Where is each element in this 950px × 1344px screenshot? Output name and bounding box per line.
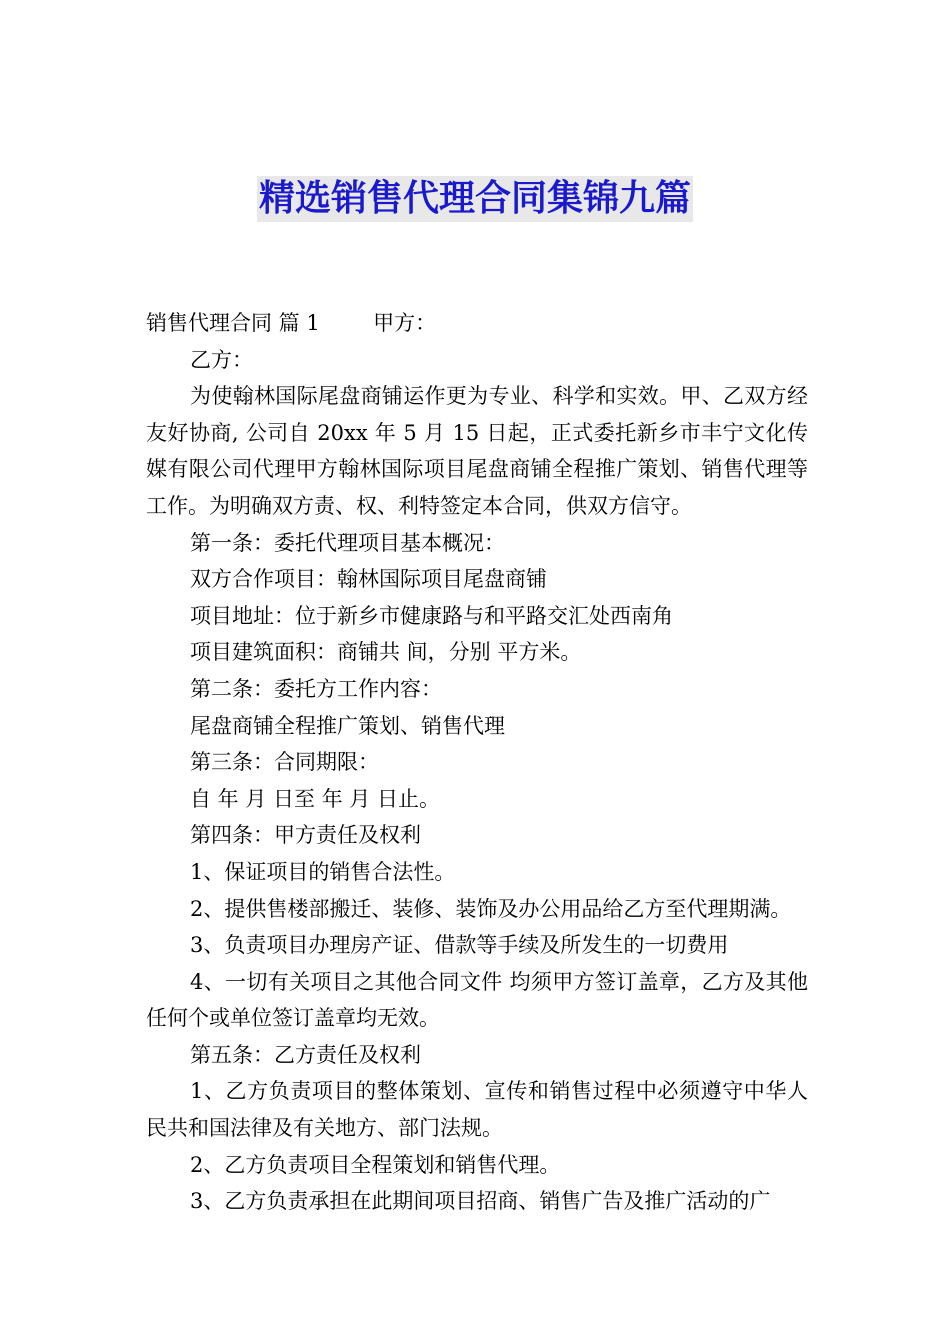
paragraph: 2、乙方负责项目全程策划和销售代理。 — [190, 1152, 561, 1177]
paragraph: 第二条：委托方工作内容： — [190, 676, 442, 701]
paragraph: 第四条：甲方责任及权利 — [190, 823, 421, 848]
paragraph: 2、提供售楼部搬迁、装修、装饰及办公用品给乙方至代理期满。 — [190, 896, 792, 921]
document-body — [146, 305, 808, 1220]
contract-heading-line: 销售代理合同 篇 1 甲方： — [146, 311, 437, 335]
paragraph: 第五条：乙方责任及权利 — [190, 1042, 421, 1067]
paragraph: 第一条：委托代理项目基本概况： — [190, 530, 505, 555]
paragraph: 1、乙方负责项目的整体策划、宣传和销售过程中必须遵守中华人民共和国法律及有关地方、部门法规。 — [146, 1079, 808, 1141]
paragraph: 为使翰林国际尾盘商铺运作更为专业、科学和实效。甲、乙双方经友好协商, 公司自 20xx 年 5 月 15 日起，正式委托新乡市丰宁文化传媒有限公司代理甲方翰林国际项目尾盘商铺全程推广策划、销售代理等工作。为明确双方责、权、利特签定本合同，供双方信守。 — [146, 384, 808, 518]
paragraph: 第三条：合同期限： — [190, 750, 379, 775]
paragraph: 3、负责项目办理房产证、借款等手续及所发生的一切费用 — [190, 933, 729, 958]
paragraph: 1、保证项目的销售合法性。 — [190, 859, 456, 884]
paragraph: 尾盘商铺全程推广策划、销售代理 — [190, 713, 505, 738]
paragraph: 双方合作项目：翰林国际项目尾盘商铺 — [190, 567, 547, 592]
document-title: 精选销售代理合同集锦九篇 — [257, 176, 693, 222]
paragraph: 项目建筑面积：商铺共 间，分别 平方米。 — [190, 640, 582, 665]
title-container — [0, 176, 950, 222]
paragraph: 3、乙方负责承担在此期间项目招商、销售广告及推广活动的广 — [190, 1189, 771, 1214]
paragraph: 乙方： — [190, 347, 253, 372]
paragraph: 4、一切有关项目之其他合同文件 均须甲方签订盖章，乙方及其他任何个或单位签订盖章均无效。 — [146, 969, 808, 1031]
paragraph: 自 年 月 日至 年 月 日止。 — [190, 786, 441, 811]
paragraph: 项目地址：位于新乡市健康路与和平路交汇处西南角 — [190, 603, 673, 628]
